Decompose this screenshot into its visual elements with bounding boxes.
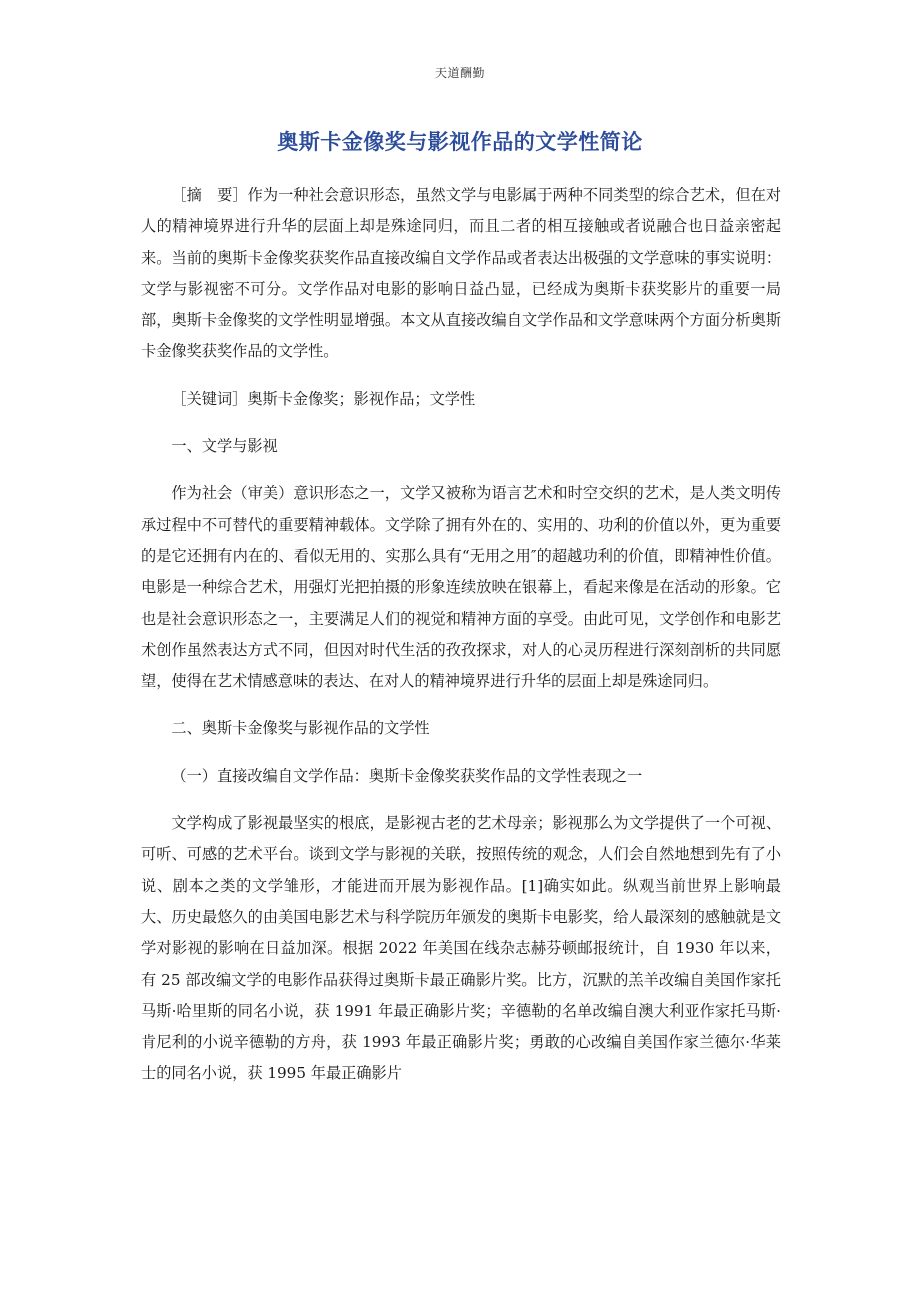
abstract-paragraph: ［摘 要］作为一种社会意识形态，虽然文学与电影属于两种不同类型的综合艺术，但在对人的精神境界进行升华的层面上却是殊途同归，而且二者的相互接触或者说融合也日益亲密起来。当前的奥斯卡金像奖获奖作品直接改编自文学作品或者表达出极强的文学意味的事实说明：文学与影视密不可分。文学作品对电影的影响日益凸显，已经成为奥斯卡获奖影片的重要一局部，奥斯卡金像奖的文学性明显增强。本文从直接改编自文学作品和文学意味两个方面分析奥斯卡金像奖获奖作品的文学性。 <box>141 186 781 361</box>
section2-paragraph: 文学构成了影视最坚实的根底，是影视古老的艺术母亲；影视那么为文学提供了一个可视、可听、可感的艺术平台。谈到文学与影视的关联，按照传统的观念，人们会自然地想到先有了小说、剧本之类的文学雏形，才能进而开展为影视作品。[1]确实如此。纵观当前世界上影响最大、历史最悠久的由美国电影艺术与科学院历年颁发的奥斯卡电影奖，给人最深刻的感触就是文学对影视的影响在日益加深。根据 2022 年美国在线杂志赫芬顿邮报统计，自 1930 年以来，有 25 部改编文学的电影作品获得过奥斯卡最正确影片奖。比方，沉默的羔羊改编自美国作家托马斯·哈里斯的同名小说，获 1991 年最正确影片奖；辛德勒的名单改编自澳大利亚作家托马斯·肯尼利的小说辛德勒的方舟，获 1993 年最正确影片奖；勇敢的心改编自美国作家兰德尔·华莱士的同名小说，获 1995 年最正确影片 <box>141 814 781 1083</box>
keywords-line: ［关键词］奥斯卡金像奖；影视作品；文学性 <box>171 389 476 408</box>
page-header: 天道酬勤 <box>434 66 485 80</box>
section-heading-1: 一、文学与影视 <box>171 437 278 456</box>
document-body <box>141 180 781 1090</box>
subsection-heading-2-1: （一）直接改编自文学作品：奥斯卡金像奖获奖作品的文学性表现之一 <box>171 766 643 785</box>
section1-paragraph: 作为社会（审美）意识形态之一，文学又被称为语言艺术和时空交织的艺术，是人类文明传承过程中不可替代的重要精神载体。文学除了拥有外在的、实用的、功利的价值以外，更为重要的是它还拥有内在的、看似无用的、实那么具有“无用之用″的超越功利的价值，即精神性价值。电影是一种综合艺术，用强灯光把拍摄的形象连续放映在银幕上，看起来像是在活动的形象。它也是社会意识形态之一，主要满足人们的视觉和精神方面的享受。由此可见，文学创作和电影艺术创作虽然表达方式不同，但因对时代生活的孜孜探求，对人的心灵历程进行深刻剖析的共同愿望，使得在艺术情感意味的表达、在对人的精神境界进行升华的层面上却是殊途同归。 <box>141 484 781 691</box>
page-title: 奥斯卡金像奖与影视作品的文学性简论 <box>277 129 643 154</box>
section-heading-2: 二、奥斯卡金像奖与影视作品的文学性 <box>171 719 430 738</box>
